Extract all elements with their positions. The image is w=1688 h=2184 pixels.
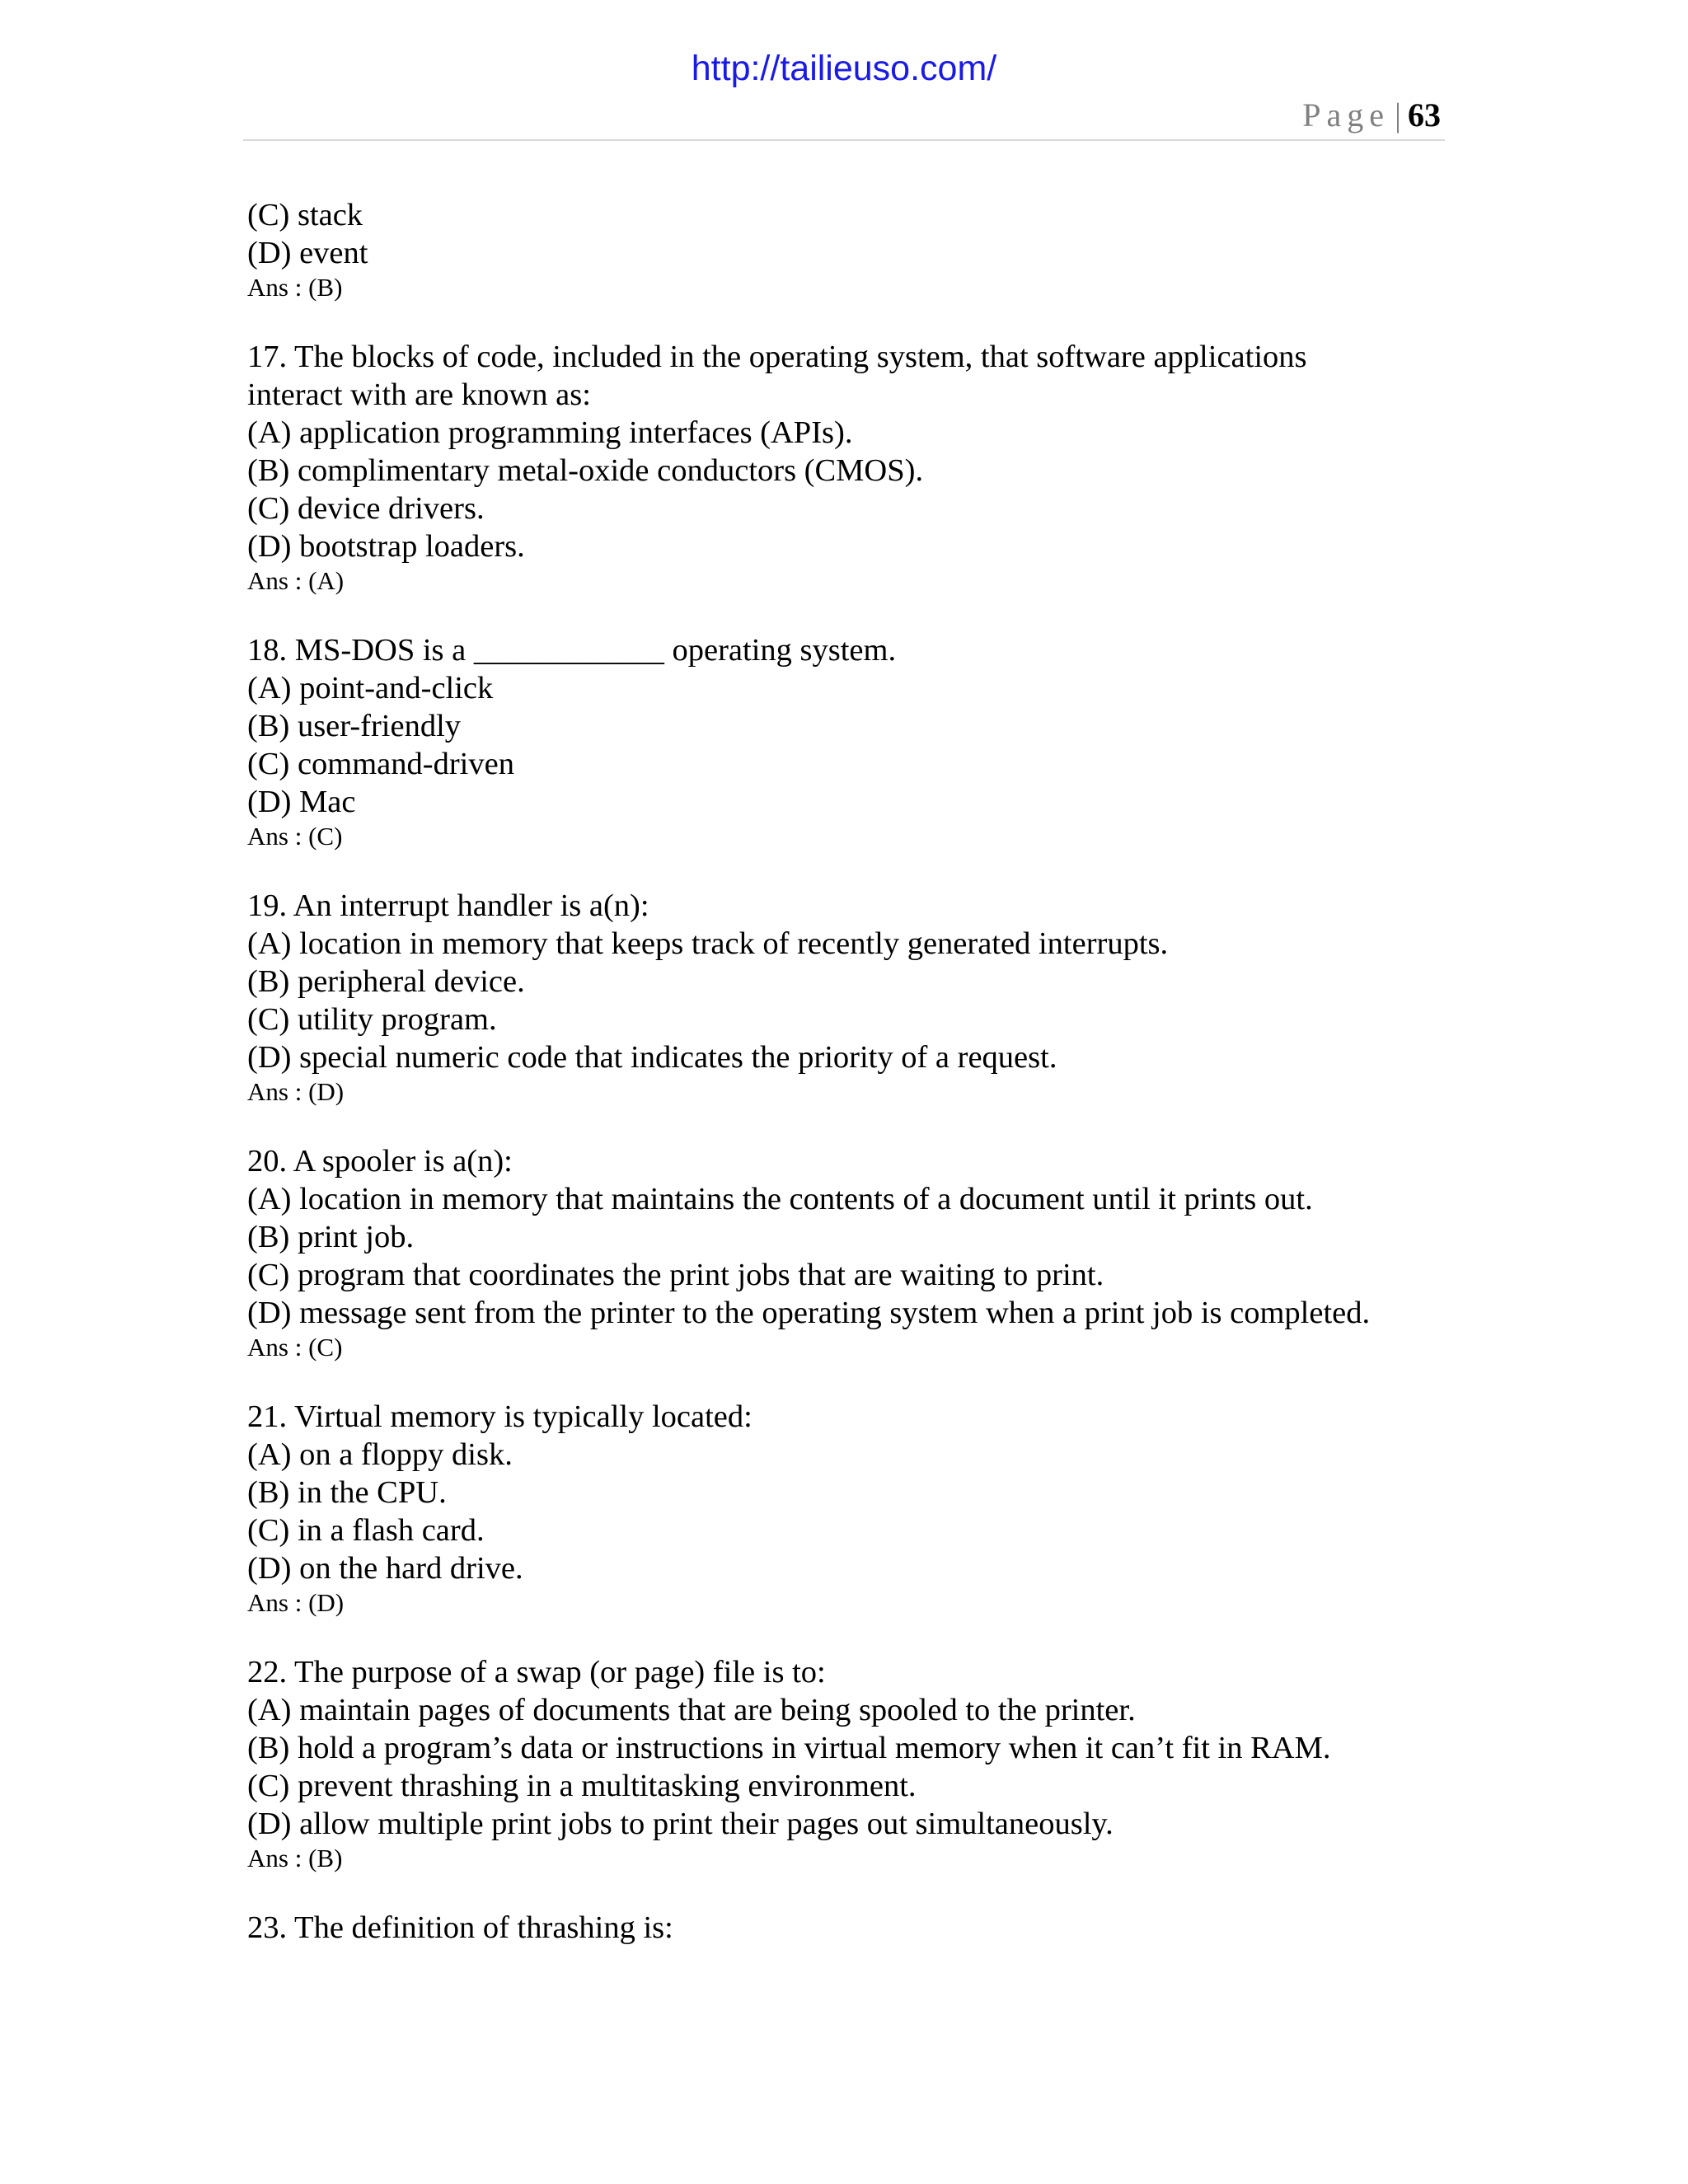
answer-option: (B) hold a program’s data or instructions in virtual memory when it can’t fit in RAM. [247,1731,1331,1765]
header-divider [243,139,1445,141]
page-number: 63 [1408,96,1441,134]
answer-option: (C) command-driven [247,747,514,781]
answer-option: (C) utility program. [247,1002,497,1037]
question-block [247,196,1451,303]
question-block [247,1909,1451,1947]
answer-option: (B) peripheral device. [247,964,525,999]
answer-option: (A) on a floppy disk. [247,1437,513,1472]
question-text: 21. Virtual memory is typically located: [247,1399,753,1434]
answer-option: (D) on the hard drive. [247,1551,523,1586]
question-text: 17. The blocks of code, included in the operating system, that software applications interact with are known as: [247,340,1307,412]
answer-key: Ans : (B) [247,273,343,302]
question-block [247,1653,1451,1874]
answer-option: (B) print job. [247,1220,415,1254]
answer-option: (A) location in memory that maintains the contents of a document until it prints out. [247,1182,1313,1216]
answer-key: Ans : (D) [247,1077,345,1106]
answer-option: (A) location in memory that keeps track of recently generated interrupts. [247,926,1169,961]
answer-option: (B) complimentary metal-oxide conductors (CMOS). [247,453,924,488]
answer-option: (D) message sent from the printer to the operating system when a print job is completed. [247,1296,1371,1330]
answer-option: (D) event [247,236,368,270]
question-text: 19. An interrupt handler is a(n): [247,888,649,923]
site-url-link[interactable]: http://tailieuso.com/ [691,49,997,88]
question-text: 20. A spooler is a(n): [247,1144,513,1179]
answer-option: (C) device drivers. [247,491,485,526]
question-text: 18. MS-DOS is a ____________ operating system. [247,633,897,668]
question-list [247,196,1451,1981]
answer-option: (B) in the CPU. [247,1475,447,1510]
page-number-header [1302,96,1441,134]
answer-option: (C) prevent thrashing in a multitasking environment. [247,1769,917,1803]
answer-key: Ans : (C) [247,1333,343,1361]
question-block [247,1142,1451,1363]
answer-option: (D) Mac [247,785,356,819]
page-label: Page [1302,96,1390,134]
answer-key: Ans : (D) [247,1588,345,1617]
question-block [247,631,1451,852]
answer-key: Ans : (A) [247,566,345,595]
question-block [247,1398,1451,1619]
answer-option: (A) maintain pages of documents that are being spooled to the printer. [247,1693,1136,1727]
question-text: 22. The purpose of a swap (or page) file is to: [247,1655,826,1690]
answer-option: (C) in a flash card. [247,1513,485,1548]
question-block [247,338,1451,597]
page-separator: | [1394,96,1401,134]
answer-option: (D) special numeric code that indicates the priority of a request. [247,1040,1057,1075]
answer-key: Ans : (B) [247,1844,343,1872]
answer-key: Ans : (C) [247,822,343,851]
answer-option: (C) program that coordinates the print jobs that are waiting to print. [247,1258,1104,1292]
question-block [247,887,1451,1108]
answer-option: (A) application programming interfaces (APIs). [247,415,853,450]
question-text: 23. The definition of thrashing is: [247,1910,673,1945]
answer-option: (D) bootstrap loaders. [247,529,525,564]
answer-option: (C) stack [247,198,363,232]
answer-option: (D) allow multiple print jobs to print their pages out simultaneously. [247,1807,1114,1841]
answer-option: (A) point-and-click [247,671,494,705]
answer-option: (B) user-friendly [247,709,462,743]
